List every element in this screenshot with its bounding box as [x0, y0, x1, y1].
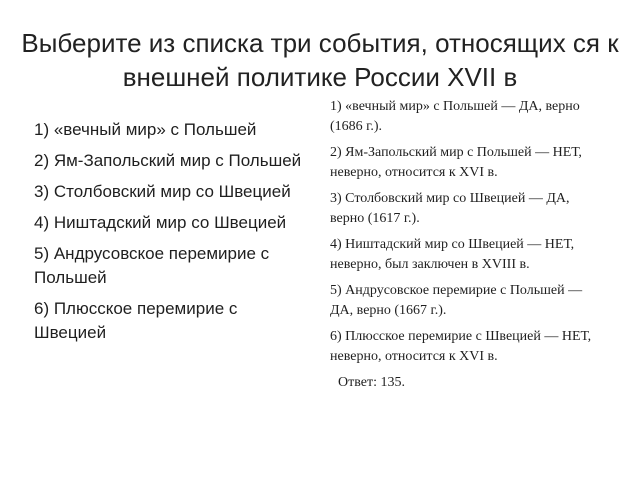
option-item-6: 6) Плюсское перемирие с Швецией [34, 299, 238, 342]
explanation-item-3: 3) Столбовский мир со Швецией — ДА, верно (1617 г.). [330, 191, 570, 226]
explanation-item-5: 5) Андрусовское перемирие с Польшей — ДА, верно (1667 г.). [330, 283, 583, 318]
explanation-item-6: 6) Плюсское перемирие с Швецией — НЕТ, неверно, относится к XVI в. [330, 329, 592, 364]
option-item-5: 5) Андрусовское перемирие с Польшей [34, 244, 270, 287]
option-list [34, 118, 309, 352]
explanation-item-4: 4) Ништадский мир со Швецией — НЕТ, неверно, был заключен в XVIII в. [330, 237, 575, 272]
explanation-item-2: 2) Ям-Запольский мир с Польшей — НЕТ, неверно, относится к XVI в. [330, 145, 582, 180]
option-item-1: 1) «вечный мир» с Польшей [34, 120, 257, 139]
slide-title: Выберите из списка три события, относящих ся к внешней политике России XVII в [21, 28, 619, 92]
option-item-2: 2) Ям-Запольский мир с Польшей [34, 151, 302, 170]
option-item-3: 3) Столбовский мир со Швецией [34, 182, 291, 201]
explanation-item-1: 1) «вечный мир» с Польшей — ДА, верно (1686 г.). [330, 99, 580, 134]
option-item-4: 4) Ништадский мир со Швецией [34, 213, 287, 232]
answer-text: Ответ: 135. [338, 375, 405, 390]
explanation-list [330, 97, 605, 393]
